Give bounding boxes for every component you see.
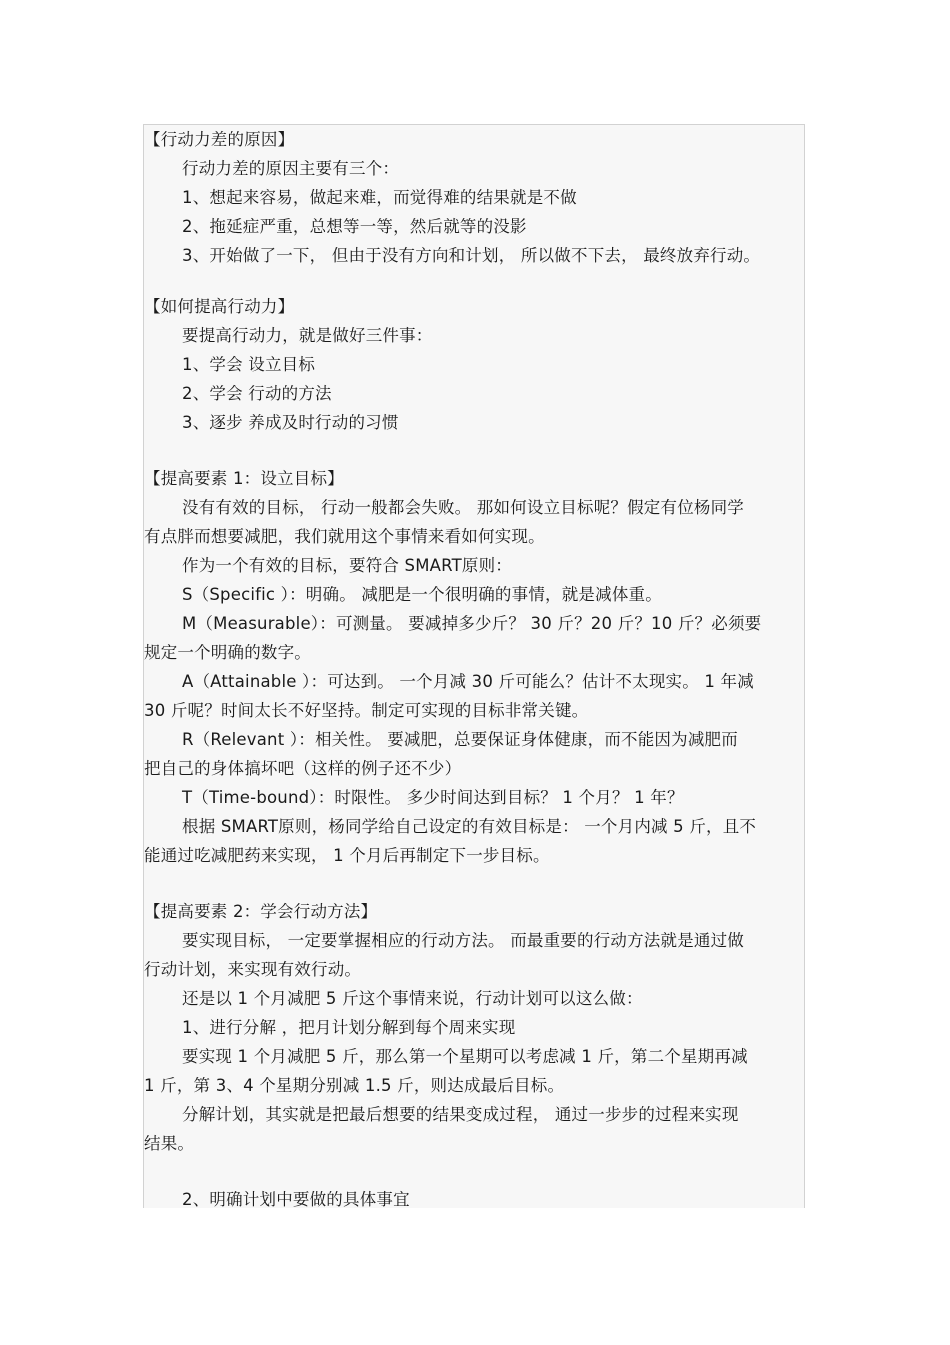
list-item: 3、逐步 养成及时行动的习惯 <box>182 413 399 432</box>
paragraph-line: 要实现 1 个月减肥 5 斤，那么第一个星期可以考虑减 1 斤，第二个星期再减 <box>182 1047 748 1066</box>
paragraph-line: 能通过吃减肥药来实现， 1 个月后再制定下一步目标。 <box>144 846 550 865</box>
list-item: 1、进行分解 ，把月计划分解到每个周来实现 <box>182 1018 516 1037</box>
paragraph-line: 行动力差的原因主要有三个： <box>182 159 400 178</box>
paragraph-line: 要提高行动力，就是做好三件事： <box>182 326 433 345</box>
paragraph-line: 没有有效的目标， 行动一般都会失败。 那如何设立目标呢？假定有位杨同学 <box>182 498 744 517</box>
paragraph-line: S（Specific ）：明确。 减肥是一个很明确的事情，就是减体重。 <box>182 585 662 604</box>
paragraph-line: 把自己的身体搞坏吧（这样的例子还不少） <box>144 759 462 778</box>
section-heading-goal: 【提高要素 1：设立目标】 <box>144 469 344 488</box>
list-item: 2、学会 行动的方法 <box>182 384 332 403</box>
paragraph-line: 行动计划，来实现有效行动。 <box>144 960 362 979</box>
paragraph-line: 根据 SMART原则，杨同学给自己设定的有效目标是： 一个月内减 5 斤，且不 <box>182 817 757 836</box>
list-item: 2、明确计划中要做的具体事宜 <box>182 1190 410 1208</box>
list-item: 3、开始做了一下， 但由于没有方向和计划， 所以做不下去， 最终放弃行动。 <box>182 246 761 265</box>
paragraph-line: M（Measurable）：可测量。 要减掉多少斤？ 30 斤？20 斤？10 斤？必须要 <box>182 614 762 633</box>
paragraph-line: 结果。 <box>144 1134 195 1153</box>
paragraph-line: 作为一个有效的目标，要符合 SMART原则： <box>182 556 512 575</box>
list-item: 2、拖延症严重，总想等一等，然后就等的没影 <box>182 217 527 236</box>
list-item: 1、学会 设立目标 <box>182 355 316 374</box>
paragraph-line: T（Time-bound）：时限性。 多少时间达到目标？ 1 个月？ 1 年？ <box>182 788 684 807</box>
paragraph-line: 1 斤，第 3、4 个星期分别减 1.5 斤，则达成最后目标。 <box>144 1076 565 1095</box>
paragraph-line: 规定一个明确的数字。 <box>144 643 311 662</box>
paragraph-line: 分解计划，其实就是把最后想要的结果变成过程， 通过一步步的过程来实现 <box>182 1105 739 1124</box>
paragraph-line: 还是以 1 个月减肥 5 斤这个事情来说，行动计划可以这么做： <box>182 989 643 1008</box>
paragraph-line: 30 斤呢？时间太长不好坚持。制定可实现的目标非常关键。 <box>144 701 589 720</box>
paragraph-line: 要实现目标， 一定要掌握相应的行动方法。 而最重要的行动方法就是通过做 <box>182 931 744 950</box>
list-item: 1、想起来容易，做起来难，而觉得难的结果就是不做 <box>182 188 577 207</box>
document-content-box <box>143 124 805 1208</box>
paragraph-line: R（Relevant ）：相关性。 要减肥，总要保证身体健康，而不能因为减肥而 <box>182 730 738 749</box>
section-heading-causes: 【行动力差的原因】 <box>144 130 295 149</box>
paragraph-line: 有点胖而想要减肥，我们就用这个事情来看如何实现。 <box>144 527 545 546</box>
paragraph-line: A（Attainable ）：可达到。 一个月减 30 斤可能么？估计不太现实。 1 年减 <box>182 672 754 691</box>
section-heading-improve: 【如何提高行动力】 <box>144 297 295 316</box>
section-heading-method: 【提高要素 2：学会行动方法】 <box>144 902 378 921</box>
